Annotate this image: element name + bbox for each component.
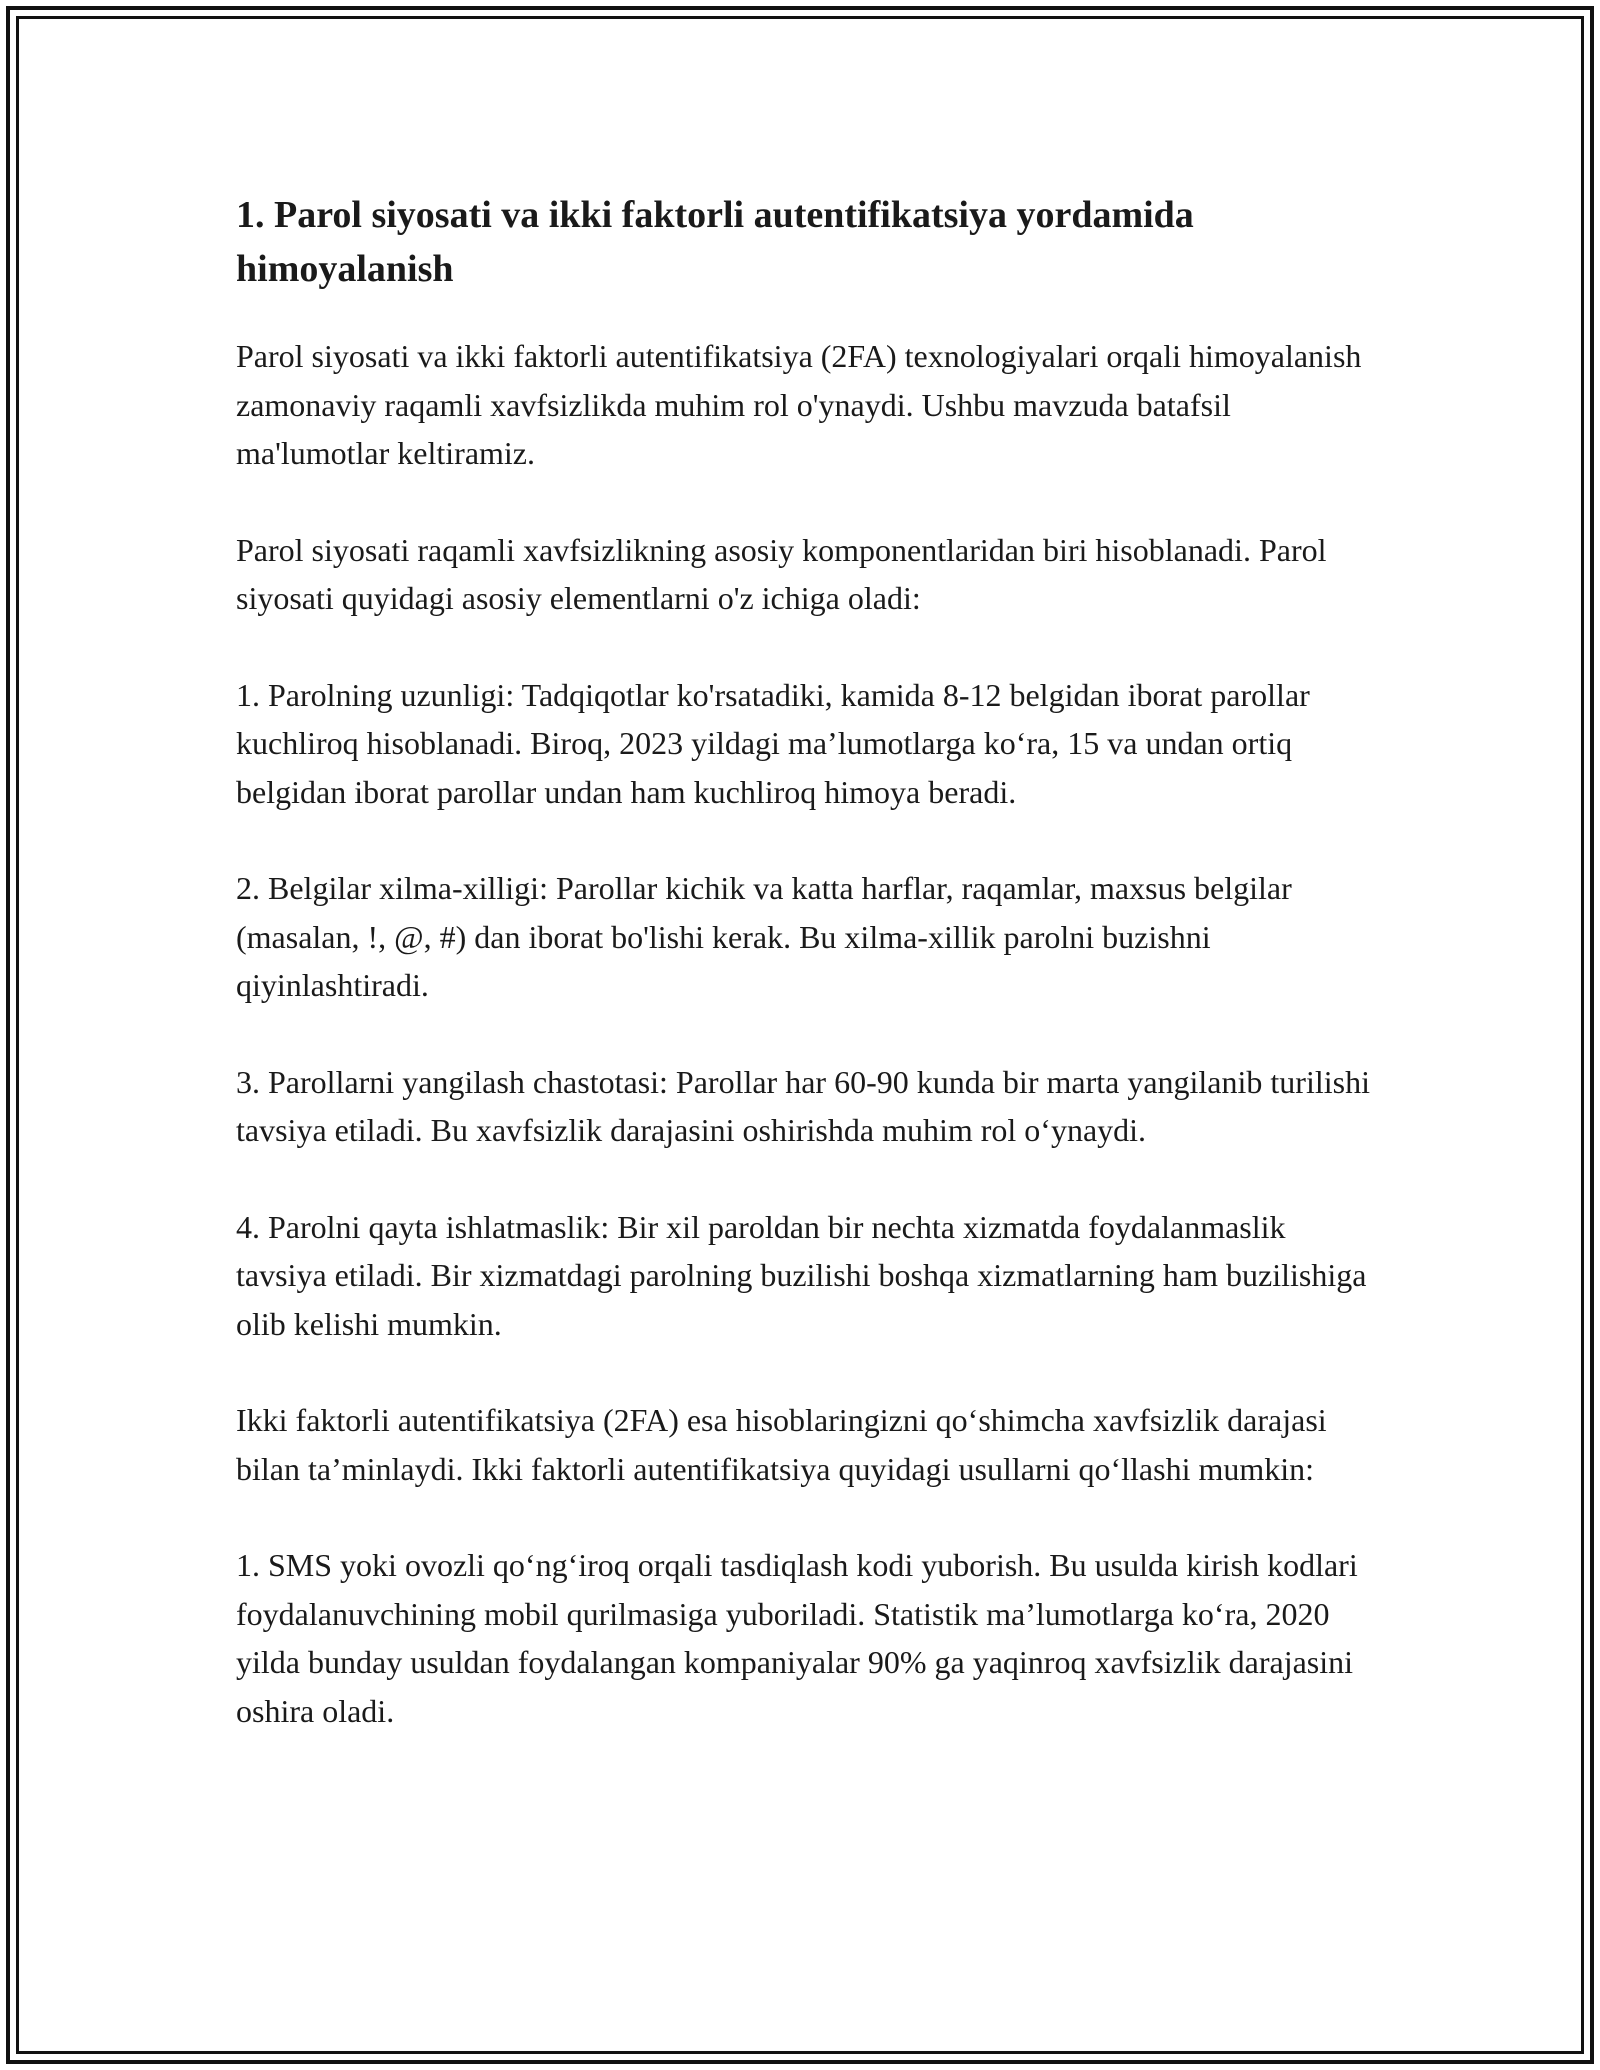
document-body (236, 188, 1376, 1783)
intro-paragraph: Parol siyosati va ikki faktorli autentifikatsiya (2FA) texnologiyalari orqali himoyalanish zamonaviy raqamli xavfsizlikda muhim rol o'ynaydi. Ushbu mavzuda batafsil ma'lumotlar keltiramiz. (236, 338, 1362, 471)
password-policy-paragraph: Parol siyosati raqamli xavfsizlikning asosiy komponentlaridan biri hisoblanadi. Parol siyosati quyidagi asosiy elementlarni o'z ichiga oladi: (236, 531, 1327, 616)
list-item-no-reuse: 4. Parolni qayta ishlatmaslik: Bir xil paroldan bir nechta xizmatda foydalanmaslik tavsiya etiladi. Bir xizmatdagi parolning buzilishi boshqa xizmatlarning ham buzilishiga olib kelishi mumkin. (236, 1208, 1367, 1342)
list-item-update-frequency: 3. Parollarni yangilash chastotasi: Parollar har 60-90 kunda bir marta yangilanib turilishi tavsiya etiladi. Bu xavfsizlik darajasini oshirishda muhim rol o‘ynaydi. (236, 1063, 1370, 1148)
list-item-password-length: 1. Parolning uzunligi: Tadqiqotlar ko'rsatadiki, kamida 8-12 belgidan iborat parollar kuchliroq hisoblanadi. Biroq, 2023 yildagi ma’lumotlarga ko‘ra, 15 va undan ortiq belgidan iborat parollar undan ham kuchliroq himoya beradi. (236, 676, 1310, 810)
section-heading: 1. Parol siyosati va ikki faktorli autentifikatsiya yordamida himoyalanish (236, 194, 1194, 290)
list-item-sms-verification: 1. SMS yoki ovozli qo‘ng‘iroq orqali tasdiqlash kodi yuborish. Bu usulda kirish kodlari foydalanuvchining mobil qurilmasiga yuboriladi. Statistik ma’lumotlarga ko‘ra, 2020 yilda bunday usuldan foydalangan kompaniyalar 90% ga yaqinroq xavfsizlik darajasini oshira oladi. (236, 1547, 1358, 1729)
two-factor-paragraph: Ikki faktorli autentifikatsiya (2FA) esa hisoblaringizni qo‘shimcha xavfsizlik darajasi bilan ta’minlaydi. Ikki faktorli autentifikatsiya quyidagi usullarni qo‘llashi mumkin: (236, 1402, 1327, 1487)
list-item-character-variety: 2. Belgilar xilma-xilligi: Parollar kichik va katta harflar, raqamlar, maxsus belgilar (masalan, !, @, #) dan iborat bo'lishi kerak. Bu xilma-xillik parolni buzishni qiyinlashtiradi. (236, 870, 1292, 1003)
